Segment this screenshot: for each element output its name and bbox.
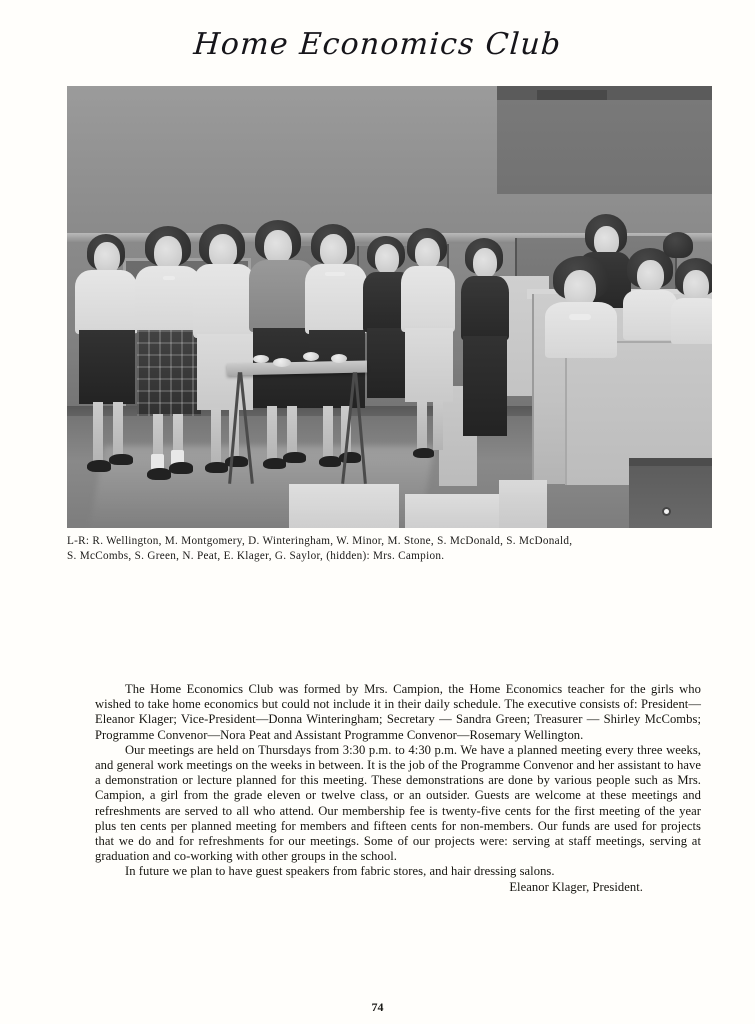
article-paragraph: Our meetings are held on Thursdays from 3:30 p.m. to 4:30 p.m. We have a planned meeting every three weeks, and general work meetings on the weeks in between. It is the job of the Programme Convenor and her assistant to have a demonstration or lecture planned for this meeting. These demonstrations are done by various people such as Mrs. Campion, a girl from the grade eleven or twelve class, or an outsider. Guests are welcome at these meetings and refreshments are served to all who attend. Our membership fee is twenty-five cents for the first meeting of the year plus ten cents per planned meeting for members and fifteen cents for non-members. Our funds are used for projects that we do and for refreshments for our meetings. Some of our projects were: serving at staff meetings, serving at graduation and co-working with other groups in the school.: [95, 742, 701, 864]
photo-open-drawer: [629, 458, 712, 528]
photo-foreground-chair: [405, 494, 511, 528]
article-paragraph: The Home Economics Club was formed by Mrs. Campion, the Home Economics teacher for the girls who wished to take home economics but could not include it in their daily schedule. The executive consists of: President—Eleanor Klager; Vice-President—Donna Winteringham; Secretary — Sandra Green; Treasurer — Shirley McCombs; Programme Convenor—Nora Peat and Assistant Programme Convenor—Rosemary Wellington.: [95, 682, 701, 742]
photo-wall-upper-right: [497, 86, 712, 194]
photo-foreground-cabinet: [499, 480, 547, 528]
page-title: Home Economics Club: [192, 27, 563, 62]
photo-teacup: [253, 355, 269, 363]
photo-caption: [67, 534, 715, 563]
caption-line: L-R: R. Wellington, M. Montgomery, D. Winteringham, W. Minor, M. Stone, S. McDonald, S. McDonald,: [67, 535, 573, 547]
article-body: [95, 682, 701, 895]
article-signature: Eleanor Klager, President.: [509, 879, 643, 894]
photo-foreground-chair: [289, 484, 399, 528]
photo-drawer-knob: [664, 509, 669, 514]
photo-teacup: [331, 354, 347, 363]
caption-line: S. McCombs, S. Green, N. Peat, E. Klager, G. Saylor, (hidden): Mrs. Campion.: [67, 549, 445, 562]
photo-teacup: [303, 352, 319, 361]
photo-teacup: [273, 358, 291, 367]
club-photograph: [67, 86, 712, 528]
page-number: 74: [371, 1000, 384, 1014]
photo-vent: [537, 90, 607, 100]
article-paragraph: In future we plan to have guest speakers from fabric stores, and hair dressing salons.: [125, 864, 555, 879]
